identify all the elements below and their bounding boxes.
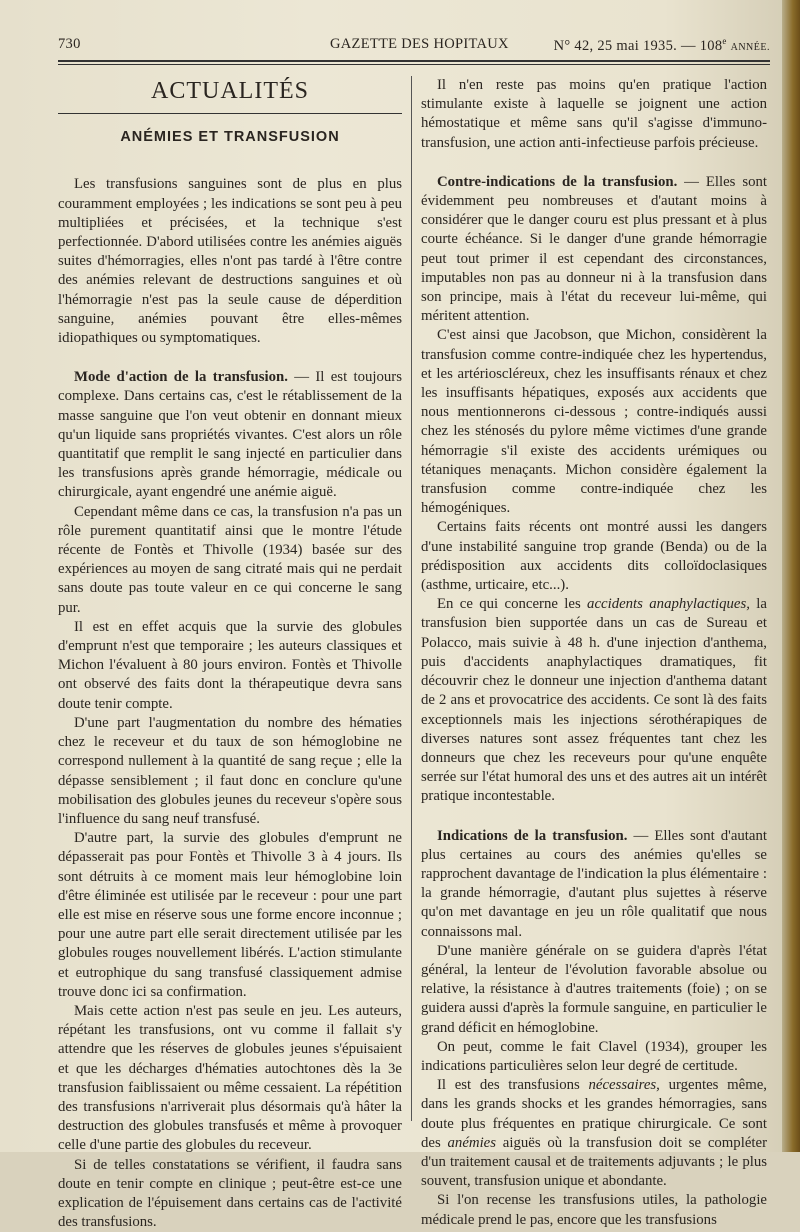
column-divider	[411, 76, 412, 1121]
paragraph-text: En ce qui concerne les	[437, 596, 588, 613]
issue-info	[554, 36, 770, 55]
paragraph-indications	[421, 827, 767, 942]
paragraph: On peut, comme le fait Clavel (1934), grouper les indications particulières selon leur degré de certitude.	[421, 1038, 767, 1074]
paragraph: Si l'on recense les transfusions utiles, la pathologie médicale prend le pas, encore que les transfusions	[421, 1192, 767, 1228]
paragraph-text: Il est des transfusions	[437, 1077, 589, 1094]
section-title: ACTUALITÉS	[151, 78, 309, 104]
paragraph-text: urgentes même, dans les grands shocks et les grandes hémorragies, sans doute plus fréquentes en pratique chirurgicale. Ce sont des	[421, 1077, 767, 1151]
subheading-indications: Indications de la transfusion.	[437, 827, 628, 844]
paragraph: Si de telles constatations se vérifient, il faudra sans doute en tenir compte en clinique ; peut-être est-ce une explication de l'épuisement dans certains cas de l'activité des transfusions.	[58, 1156, 402, 1231]
header-rule	[58, 60, 770, 62]
journal-name: GAZETTE DES HOPITAUX	[330, 36, 509, 52]
article-title: ANÉMIES ET TRANSFUSION	[120, 129, 340, 146]
emphasis: accidents anaphylactiques,	[587, 596, 750, 613]
paragraph: Certains faits récents ont montré aussi les dangers d'une instabilité sanguine trop grande (Benda) ou de la prédisposition aux accidents dits colloïdoclasiques (asthme, urticaire, etc...).	[421, 519, 767, 594]
page-edge	[782, 0, 800, 1152]
paragraph-text: aiguës où la transfusion doit se compléter d'un traitement causal et de traitements adjuvants ; le plus souvent, transfusion unique et abondante.	[421, 1134, 767, 1190]
issue-ordinal: e	[722, 36, 727, 46]
running-header	[58, 36, 770, 56]
page-number: 730	[58, 36, 81, 52]
paragraph: Mais cette action n'est pas seule en jeu. Les auteurs, répétant les transfusions, ont vu comme il fallait s'y attendre que les réserves de globules jeunes s'épuisaient et que les décharges d'hématies autochtones dès la 3e transfusion faiblissaient ou même cessaient. La répétition des transfusions n'arriverait plus désormais qu'à hâter la destruction des globules transfusés et même à provoquer celle d'une partie des globules du receveur.	[58, 1002, 402, 1154]
issue-date: N° 42, 25 mai 1935. — 108	[553, 37, 723, 54]
section-rule	[58, 113, 402, 114]
paragraph-mode-action	[58, 368, 402, 502]
right-column	[421, 76, 767, 1230]
paragraph-text: la transfusion bien supportée dans un cas de Sureau et Polacco, mais suivie à 48 h. d'une injection d'anthema, puis d'accidents anaphylactiques dramatiques, fit découvrir chez le donneur une injection d'anthema datant de 2 ans et provocatrice des accidents. Ce sont là des faits exceptionnels mais les injections sérothérapiques de diverses natures sont assez fréquentes tant chez les donneurs que chez les receveurs pour qu'une enquête serrée sur l'état humoral des uns et des autres ait un intérêt pratique incontestable.	[421, 596, 767, 805]
paragraph-text: — Elles sont d'autant plus certaines au cours des anémies qu'elles se rapprochent davantage de l'indication la plus élémentaire : la grande hémorragie, d'autant plus sujettes à réserve qu'on met davantage en jeu un rôle qualitatif que nous connaissons mal.	[421, 827, 767, 940]
paragraph-contre-indications	[421, 173, 767, 327]
issue-year-label: ANNÉE.	[730, 41, 770, 53]
paragraph: Il est en effet acquis que la survie des globules d'emprunt n'est que temporaire ; les auteurs classiques et Michon l'évaluent à 80 jours environ. Fontès et Thivolle ont observé des faits dont la thérapeutique devra sans doute tenir compte.	[58, 618, 402, 712]
emphasis: nécessaires,	[588, 1077, 660, 1094]
emphasis: anémies	[447, 1134, 497, 1151]
paragraph: D'autre part, la survie des globules d'emprunt ne dépasserait pas pour Fontès et Thivolle 3 à 4 jours. Ils sont détruits à ce moment mais leur hémoglobine loin d'être éliminée est utilisée par le receveur : pour une part elle est mise en réserve sous une forme encore inconnue ; pour une autre part elle serait directement utilisée par les globules rouges nouvellement libérés. L'action stimulante et eutrophique du sang transfusé classiquement admise trouve donc ici sa confirmation.	[58, 830, 402, 1000]
paragraph: Il n'en reste pas moins qu'en pratique l'action stimulante existe à laquelle se joignent une action hémostatique et même sans qu'il s'agisse d'immuno-transfusion, une action anti-infectieuse parfois précieuse.	[421, 77, 767, 151]
paragraph-text: — Elles sont évidemment peu nombreuses et d'autant moins à considérer que le danger couru est plus pressant et à plus courte échéance. Si le danger d'une grande hémorragie peut tout primer il est cependant des circonstances, imputables non pas au donneur ni à la transfusion dans son principe, mais à l'état du receveur lui-même, qui méritent attention.	[421, 173, 767, 325]
subheading-contre-indications: Contre-indications de la transfusion.	[437, 173, 678, 190]
paragraph: C'est ainsi que Jacobson, que Michon, considèrent la transfusion comme contre-indiquée chez les hypertendus, et les artérioscléreux, chez les insuffisants rénaux et chez les insuffisants hépatiques, exposés aux accidents que nous mentionnerons ci-dessous ; contre-indiqués aussi chez les sténosés du pylore même victimes d'une grande hémorragie s'il existe des accidents urémiques ou tétaniques menaçants. Michon considère également la transfusion comme contre-indiquée chez les hémogéniques.	[421, 327, 767, 517]
paragraph	[421, 1076, 767, 1191]
paragraph-text: — Il est toujours complexe. Dans certains cas, c'est le rétablissement de la masse sanguine que l'on veut obtenir en donnant mieux qu'un liquide sans propriétés vivantes. C'est alors un rôle quantitatif que remplit le sang injecté en particulier dans les transfusions après grande hémorragie, médicale ou chirurgicale, ayant engendré une anémie aiguë.	[58, 369, 402, 501]
paragraph: Les transfusions sanguines sont de plus en plus couramment employées ; les indications se sont peu à peu multipliées et précisées, et la technique s'est perfectionnée. D'abord utilisées contre les anémies aiguës suites d'hémorragies, elles n'ont pas tardé à l'être contre des anémies relevant de destructions sanguines et où l'hémorragie n'est pas la seule cause de déperdition sanguine, anémies pouvant être elles-mêmes idiopathiques ou symptomatiques.	[58, 176, 402, 347]
paragraph	[421, 595, 767, 806]
subheading-mode-action: Mode d'action de la transfusion.	[74, 369, 288, 386]
paragraph: D'une manière générale on se guidera d'après l'état général, la lenteur de l'évolution favorable absolue ou relative, la résistance à d'autres traitements (foie) ; on se guidera aussi d'après la formule sanguine, en particulier le grand déficit en hémoglobine.	[421, 942, 767, 1036]
left-column	[58, 76, 402, 1232]
paragraph: D'une part l'augmentation du nombre des hématies chez le receveur et du taux de son hémoglobine ne correspond nullement à la quantité de sang reçue ; elle la dépasse sensiblement ; il faut donc en conclure qu'une mobilisation des globules jeunes du receveur s'opère sous l'influence du sang neuf transfusé.	[58, 714, 402, 827]
paragraph: Cependant même dans ce cas, la transfusion n'a pas un rôle purement quantitatif ainsi que le montre l'étude récente de Fontès et Thivolle (1934) basée sur des expériences au moyen de sang citraté mais qui ne perdait sans doute pas toute valeur en ce qui concerne le sang pur.	[58, 503, 402, 616]
header-rule-thin	[58, 64, 770, 65]
